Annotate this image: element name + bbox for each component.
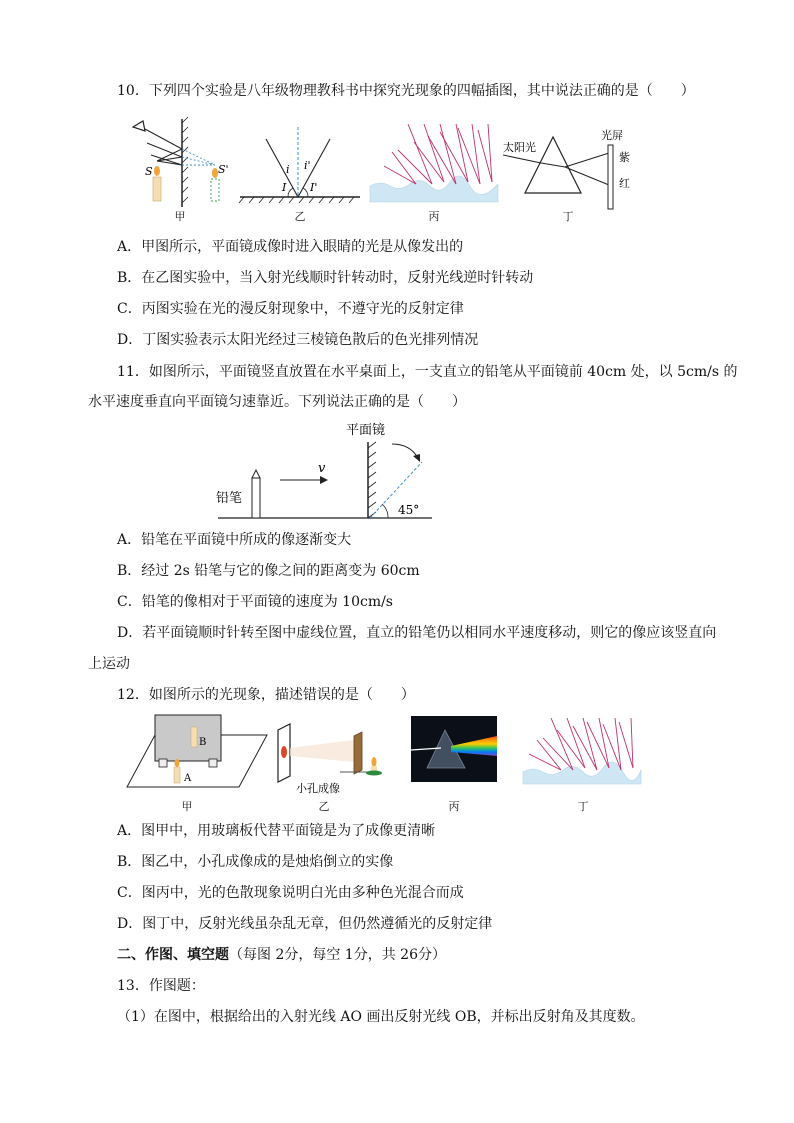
q12-option-b: B．图乙中，小孔成像成的是烛焰倒立的实像 <box>117 854 394 870</box>
q12-figure-yi <box>270 722 395 797</box>
section-score-note: （每图 2分，每空 1分，共 26分） <box>229 947 446 963</box>
label-angle: 45° <box>398 503 420 517</box>
q10-stem: 10．下列四个实验是八年级物理教科书中探究光现象的四幅插图，其中说法正确的是（ ） <box>117 83 695 99</box>
q12-option-d: D．图丁中，反射光线虽杂乱无章，但仍然遵循光的反射定律 <box>117 916 493 932</box>
label-screen: 光屏 <box>601 129 623 142</box>
q12-caption-bing: 丙 <box>448 800 460 813</box>
label-red: 红 <box>619 177 630 190</box>
label-I: I <box>282 181 287 194</box>
q12-figure-bing <box>411 716 497 782</box>
section-heading <box>117 946 446 964</box>
label-violet: 紫 <box>619 151 630 164</box>
q13-sub1: （1）在图中，根据给出的入射光线 AO 画出反射光线 OB，并标出反射角及其度数。 <box>117 1009 645 1025</box>
q12-option-c: C．图丙中，光的色散现象说明白光由多种色光混合而成 <box>117 885 464 901</box>
label-B: B <box>199 737 207 748</box>
label-S-prime: S' <box>218 163 229 176</box>
q10-option-d: D．丁图实验表示太阳光经过三棱镜色散后的色光排列情况 <box>117 332 479 348</box>
q12-caption-yi: 乙 <box>318 800 330 813</box>
q11-stem-line1: 11．如图所示，平面镜竖直放置在水平桌面上，一支直立的铅笔从平面镜前 40cm 处，以 5cm/s 的 <box>117 364 738 380</box>
q11-stem-line2: 水平速度垂直向平面镜匀速靠近。下列说法正确的是（ ） <box>88 394 466 410</box>
label-v: v <box>318 461 326 476</box>
label-A: A <box>184 773 192 784</box>
q10-figure-ding <box>503 125 643 215</box>
q11-option-d: D．若平面镜顺时针转至图中虚线位置，直立的铅笔仍以相同水平速度移动，则它的像应该竖直向 <box>117 625 717 641</box>
label-pencil: 铅笔 <box>216 491 243 506</box>
q10-option-c: C．丙图实验在光的漫反射现象中，不遵守光的反射定律 <box>117 301 464 317</box>
q12-caption-ding: 丁 <box>577 800 589 813</box>
q10-figure-bing <box>368 122 500 204</box>
label-sunlight: 太阳光 <box>503 141 536 154</box>
label-plane-mirror: 平面镜 <box>346 423 386 438</box>
label-i: i <box>286 163 290 176</box>
q11-option-a: A．铅笔在平面镜中所成的像逐渐变大 <box>117 532 352 548</box>
q10-caption-yi: 乙 <box>294 210 306 223</box>
q11-figure <box>210 420 440 525</box>
q11-option-c: C．铅笔的像相对于平面镜的速度为 10cm/s <box>117 594 393 610</box>
q13-title: 13．作图题： <box>117 978 205 994</box>
q10-caption-bing: 丙 <box>428 210 440 223</box>
eye-icon <box>133 121 145 131</box>
q12-figure-ding <box>521 716 643 786</box>
q12-option-a: A．图甲中，用玻璃板代替平面镜是为了成像更清晰 <box>117 823 436 839</box>
label-i-prime: i' <box>304 159 311 172</box>
q10-figure-yi <box>238 125 363 210</box>
q11-option-d-cont: 上运动 <box>88 656 130 672</box>
label-S: S <box>145 165 153 178</box>
q10-option-b: B．在乙图实验中，当入射光线顺时针转动时，反射光线逆时针转动 <box>117 270 534 286</box>
q12-stem: 12．如图所示的光现象，描述错误的是（ ） <box>117 687 415 703</box>
q12-figure-jia <box>125 713 270 793</box>
q10-caption-jia: 甲 <box>174 210 186 223</box>
label-pinhole-imaging: 小孔成像 <box>296 782 340 795</box>
label-I-prime: I' <box>310 181 318 194</box>
q11-option-b: B．经过 2s 铅笔与它的像之间的距离变为 60cm <box>117 563 420 579</box>
q10-option-a: A．甲图所示，平面镜成像时进入眼睛的光是从像发出的 <box>117 239 464 255</box>
section-title: 二、作图、填空题 <box>117 947 229 963</box>
q12-caption-jia: 甲 <box>181 800 193 813</box>
q10-caption-ding: 丁 <box>562 210 574 223</box>
